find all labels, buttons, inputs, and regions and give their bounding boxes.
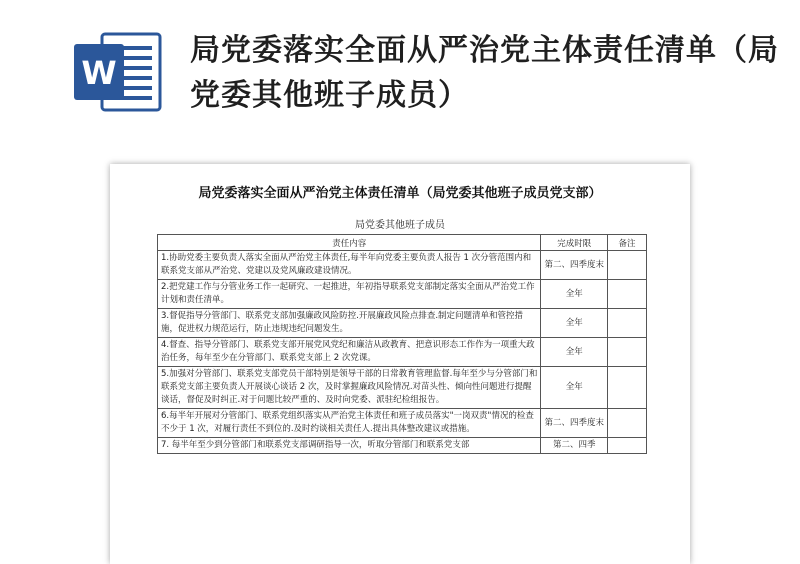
row-content: 7. 每半年至少到分管部门和联系党支部调研指导一次，听取分管部门和联系党支部: [158, 438, 541, 454]
row-note: [608, 409, 647, 438]
header-content: 责任内容: [158, 235, 541, 251]
table-header-row: [158, 235, 647, 251]
document-preview: [110, 164, 690, 564]
header-deadline: 完成时限: [541, 235, 608, 251]
row-content: 1.协助党委主要负责人落实全面从严治党主体责任,每半年向党委主要负责人报告 1 次分管范围内和联系党支部从严治党、党建以及党风廉政建设情况。: [158, 251, 541, 280]
table-row: [158, 309, 647, 338]
table-row: [158, 438, 647, 454]
header-note: 备注: [608, 235, 647, 251]
row-content: 6.每半年开展对分管部门、联系党组织落实从严治党主体责任和班子成员落实"一岗双责"情况的检查不少于 1 次，对履行责任不到位的.及时约谈相关责任人.提出具体整改建议或措施。: [158, 409, 541, 438]
row-deadline: 全年: [541, 338, 608, 367]
row-note: [608, 280, 647, 309]
table-row: [158, 338, 647, 367]
row-note: [608, 338, 647, 367]
row-content: 2.把党建工作与分管业务工作一起研究、一起推进，年初指导联系党支部制定落实全面从严治党工作计划和责任清单。: [158, 280, 541, 309]
row-deadline: 第二、四季度末: [541, 251, 608, 280]
word-icon: [72, 30, 164, 114]
row-deadline: 第二、四季度末: [541, 409, 608, 438]
document-subtitle: 局党委其他班子成员: [355, 220, 445, 231]
row-note: [608, 309, 647, 338]
row-deadline: 全年: [541, 309, 608, 338]
table-row: [158, 280, 647, 309]
row-note: [608, 438, 647, 454]
responsibility-table: [157, 234, 647, 454]
document-title: 局党委落实全面从严治党主体责任清单（局党委其他班子成员党支部）: [198, 186, 602, 201]
row-note: [608, 367, 647, 409]
row-content: 5.加强对分管部门、联系党支部党员干部特别是领导干部的日常教育管理监督.每年至少与分管部门和联系党支部主要负责人开展谈心谈话 2 次，及时掌握廉政风险情况.对苗头性、倾向性问题进行提醒谈话，督促及时纠正.对于问题比较严重的、及时向党委、派驻纪检组报告。: [158, 367, 541, 409]
page-title: 局党委落实全面从严治党主体责任清单（局党委其他班子成员）: [190, 33, 779, 113]
row-content: 3.督促指导分管部门、联系党支部加强廉政风险防控.开展廉政风险点排查.制定问题清单和管控措施，促进权力规范运行，防止违规违纪问题发生。: [158, 309, 541, 338]
row-content: 4.督查、指导分管部门、联系党支部开展党风党纪和廉洁从政教育、把意识形态工作作为一项重大政治任务，每年至少在分管部门、联系党支部上 2 次党课。: [158, 338, 541, 367]
word-icon-letter: W: [81, 54, 117, 92]
table-row: [158, 251, 647, 280]
row-note: [608, 251, 647, 280]
table-row: [158, 367, 647, 409]
table-row: [158, 409, 647, 438]
row-deadline: 全年: [541, 367, 608, 409]
row-deadline: 第二、四季: [541, 438, 608, 454]
row-deadline: 全年: [541, 280, 608, 309]
